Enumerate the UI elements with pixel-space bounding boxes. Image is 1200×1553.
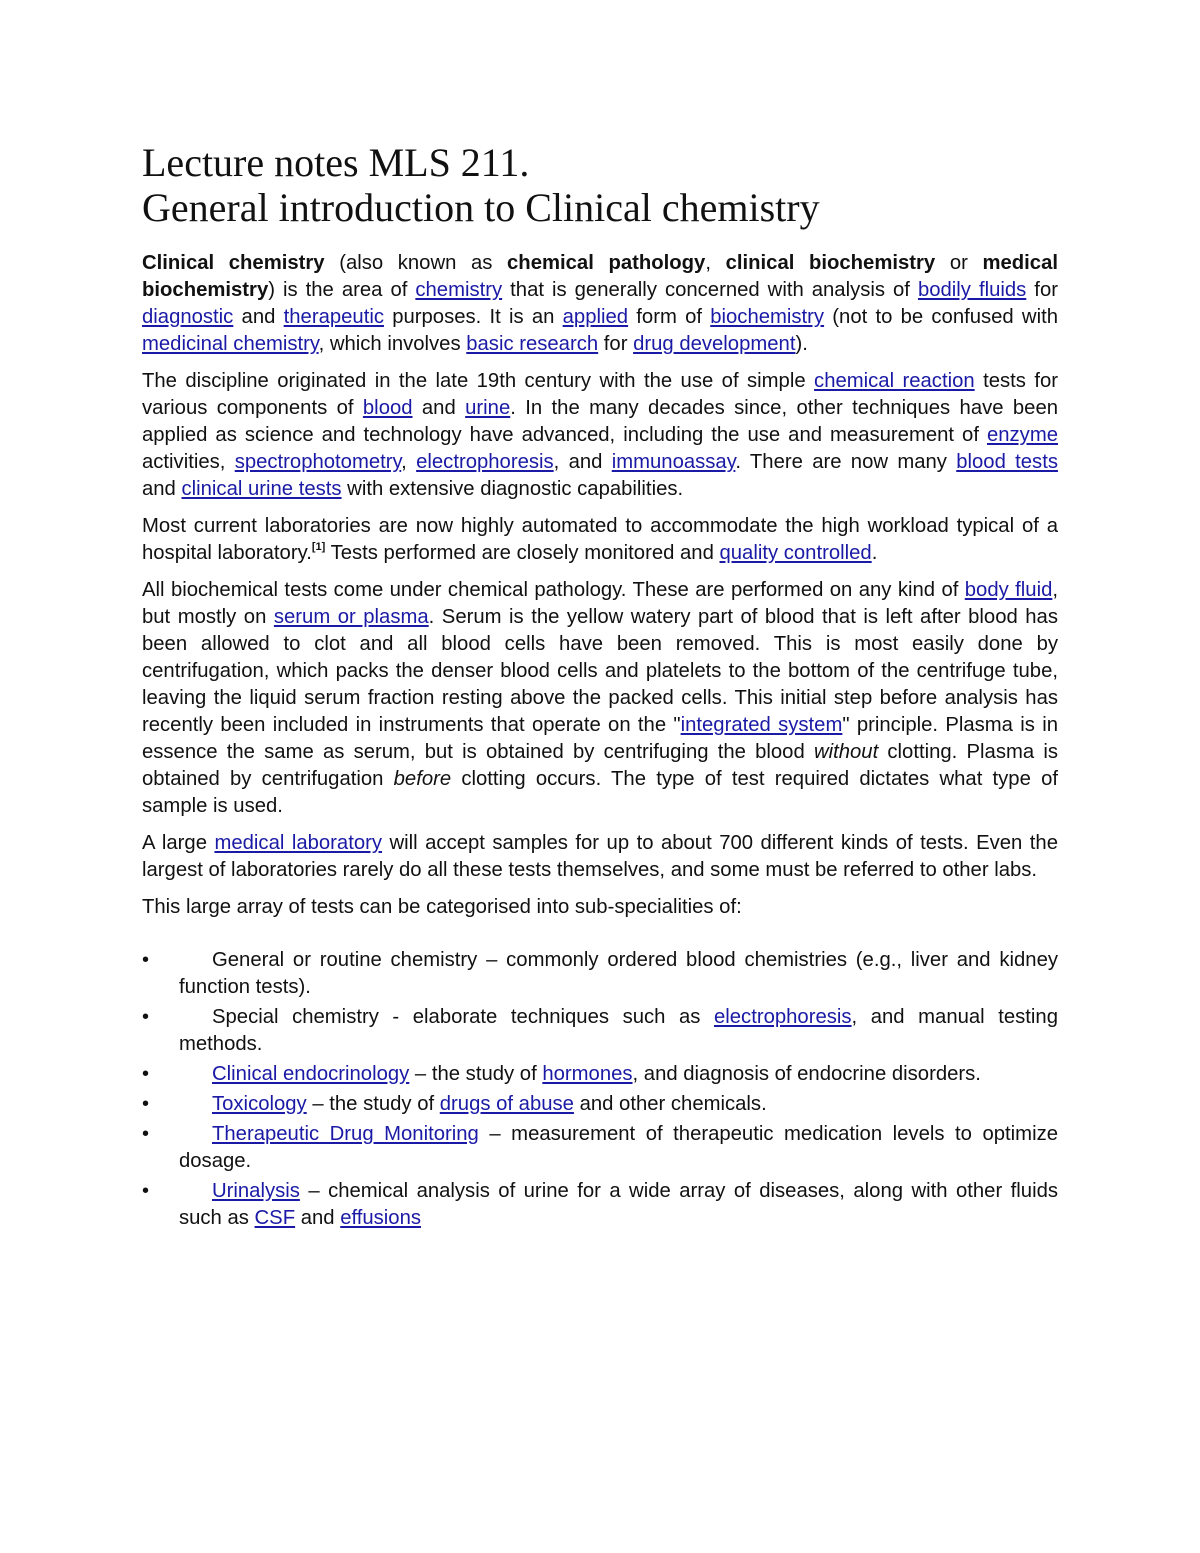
- text: ) is the area of: [268, 279, 416, 301]
- text: purposes. It is an: [383, 306, 563, 328]
- link-csf[interactable]: CSF: [254, 1207, 296, 1229]
- italic-text: before: [393, 768, 452, 790]
- text: General or routine chemistry – commonly ordered blood chemistries (e.g., liver and kidney function tests).: [179, 949, 1058, 998]
- paragraph-6: [142, 894, 1058, 921]
- text: Most current laboratories are now highly automated to accommodate the high workload typical of a hospital laboratory.: [142, 515, 1058, 564]
- link-drugs-of-abuse[interactable]: drugs of abuse: [439, 1093, 574, 1115]
- link-therapeutic[interactable]: therapeutic: [283, 306, 384, 328]
- text: or: [935, 252, 983, 274]
- list-item: [142, 1004, 1058, 1058]
- text: Tests performed are closely monitored and: [325, 542, 720, 564]
- list-item: [142, 1091, 1058, 1118]
- text: and: [142, 478, 182, 500]
- link-chemical-reaction[interactable]: chemical reaction: [814, 370, 975, 392]
- document-title: [142, 140, 1062, 230]
- list-item: [142, 947, 1058, 1001]
- text: Special chemistry - elaborate techniques such as: [212, 1006, 714, 1028]
- link-drug-development[interactable]: drug development: [633, 333, 796, 355]
- link-basic-research[interactable]: basic research: [466, 333, 599, 355]
- text: – measurement of therapeutic medication levels to optimize dosage.: [179, 1123, 1058, 1172]
- paragraph-5: [142, 830, 1058, 884]
- link-effusions[interactable]: effusions: [340, 1207, 422, 1229]
- link-body-fluid[interactable]: body fluid: [964, 579, 1053, 601]
- text: and: [295, 1207, 341, 1229]
- text: The discipline originated in the late 19th century with the use of simple: [142, 370, 815, 392]
- text: tests for various components of: [142, 370, 1058, 419]
- text: , but mostly on: [142, 579, 1058, 628]
- text: for: [1026, 279, 1058, 301]
- link-blood[interactable]: blood: [362, 397, 413, 419]
- title-block: [142, 140, 1062, 230]
- link-biochemistry[interactable]: biochemistry: [710, 306, 825, 328]
- link-blood-tests[interactable]: blood tests: [956, 451, 1058, 473]
- text: ,: [705, 252, 726, 274]
- link-urinalysis[interactable]: Urinalysis: [212, 1180, 300, 1202]
- text: that is generally concerned with analysis of: [502, 279, 918, 301]
- text: . There are now many: [735, 451, 957, 473]
- text: . Serum is the yellow watery part of blood that is left after blood has been allowed to clot and all blood cells have been removed. This is most easily done by centrifugation, which packs the denser blood cells and platelets to the bottom of the centrifuge tube, leaving the liquid serum fraction resting above the packed cells. This initial step before analysis has recently been included in instruments that operate on the ": [142, 606, 1058, 736]
- bold-term: chemical pathology: [507, 252, 706, 274]
- link-serum-or-plasma[interactable]: serum or plasma: [273, 606, 429, 628]
- subspeciality-list: [142, 947, 1058, 1232]
- paragraph-2: [142, 368, 1058, 503]
- link-spectrophotometry[interactable]: spectrophotometry: [234, 451, 402, 473]
- footnote-reference[interactable]: [1]: [311, 541, 326, 553]
- list-item: [142, 1121, 1058, 1175]
- bold-term: clinical biochemistry: [725, 252, 936, 274]
- link-immunoassay[interactable]: immunoassay: [611, 451, 736, 473]
- link-quality-controlled[interactable]: quality controlled: [719, 542, 872, 564]
- text: , and manual testing methods.: [179, 1006, 1058, 1055]
- text: ,: [401, 451, 417, 473]
- text: A large: [142, 832, 215, 854]
- text: ).: [795, 333, 808, 355]
- link-therapeutic-drug-monitoring[interactable]: Therapeutic Drug Monitoring: [212, 1123, 479, 1145]
- link-hormones[interactable]: hormones: [542, 1063, 633, 1085]
- text: , and diagnosis of endocrine disorders.: [632, 1063, 981, 1085]
- text: clotting occurs. The type of test required dictates what type of sample is used.: [142, 768, 1058, 817]
- bullet-icon: •: [142, 1093, 150, 1115]
- link-applied[interactable]: applied: [562, 306, 629, 328]
- paragraph-4: [142, 577, 1058, 820]
- text: . In the many decades since, other techniques have been applied as science and technology have advanced, including the use and measurement of: [142, 397, 1059, 446]
- link-clinical-endocrinology[interactable]: Clinical endocrinology: [212, 1063, 410, 1085]
- text: (also known as: [324, 252, 508, 274]
- list-item: [142, 1178, 1058, 1232]
- link-toxicology[interactable]: Toxicology: [212, 1093, 307, 1115]
- italic-text: without: [813, 741, 879, 763]
- text: activities,: [142, 451, 235, 473]
- title-line-2: General introduction to Clinical chemistry: [142, 185, 820, 230]
- text: and: [412, 397, 466, 419]
- text: (not to be confused with: [824, 306, 1059, 328]
- link-clinical-urine-tests[interactable]: clinical urine tests: [181, 478, 342, 500]
- bullet-icon: •: [142, 1063, 150, 1085]
- text: will accept samples for up to about 700 different kinds of tests. Even the largest of laboratories rarely do all these tests themselves, and some must be referred to other labs.: [142, 832, 1058, 881]
- text: and: [233, 306, 284, 328]
- text: for: [598, 333, 634, 355]
- link-bodily-fluids[interactable]: bodily fluids: [917, 279, 1027, 301]
- document-body: [142, 250, 1058, 1235]
- bold-term: medical biochemistry: [142, 252, 1058, 301]
- link-medical-laboratory[interactable]: medical laboratory: [214, 832, 383, 854]
- paragraph-3: [142, 513, 1058, 567]
- link-medicinal-chemistry[interactable]: medicinal chemistry: [142, 333, 319, 355]
- bullet-icon: •: [142, 949, 150, 971]
- text: , which involves: [318, 333, 467, 355]
- text: – chemical analysis of urine for a wide array of diseases, along with other fluids such as: [179, 1180, 1058, 1229]
- paragraph-1: [142, 250, 1058, 358]
- text: with extensive diagnostic capabilities.: [341, 478, 684, 500]
- link-diagnostic[interactable]: diagnostic: [142, 306, 234, 328]
- link-enzyme[interactable]: enzyme: [986, 424, 1058, 446]
- link-chemistry[interactable]: chemistry: [415, 279, 503, 301]
- text: form of: [628, 306, 711, 328]
- text: " principle. Plasma is in essence the same as serum, but is obtained by centrifuging the blood: [142, 714, 1059, 763]
- bold-term: Clinical chemistry: [142, 252, 325, 274]
- text: This large array of tests can be categorised into sub-specialities of:: [142, 896, 742, 918]
- link-integrated-system[interactable]: integrated system: [680, 714, 843, 736]
- bullet-icon: •: [142, 1180, 150, 1202]
- title-line-1: Lecture notes MLS 211.: [142, 140, 530, 185]
- list-item: [142, 1061, 1058, 1088]
- link-electrophoresis[interactable]: electrophoresis: [416, 451, 554, 473]
- text: , and: [553, 451, 612, 473]
- link-urine[interactable]: urine: [465, 397, 511, 419]
- text: All biochemical tests come under chemical pathology. These are performed on any kind of: [142, 579, 965, 601]
- text: – the study of: [306, 1093, 440, 1115]
- text: .: [871, 542, 878, 564]
- text: and other chemicals.: [573, 1093, 767, 1115]
- text: – the study of: [409, 1063, 543, 1085]
- text: clotting. Plasma is obtained by centrifugation: [142, 741, 1058, 790]
- bullet-icon: •: [142, 1123, 150, 1145]
- link-electrophoresis[interactable]: electrophoresis: [713, 1006, 852, 1028]
- bullet-icon: •: [142, 1006, 150, 1028]
